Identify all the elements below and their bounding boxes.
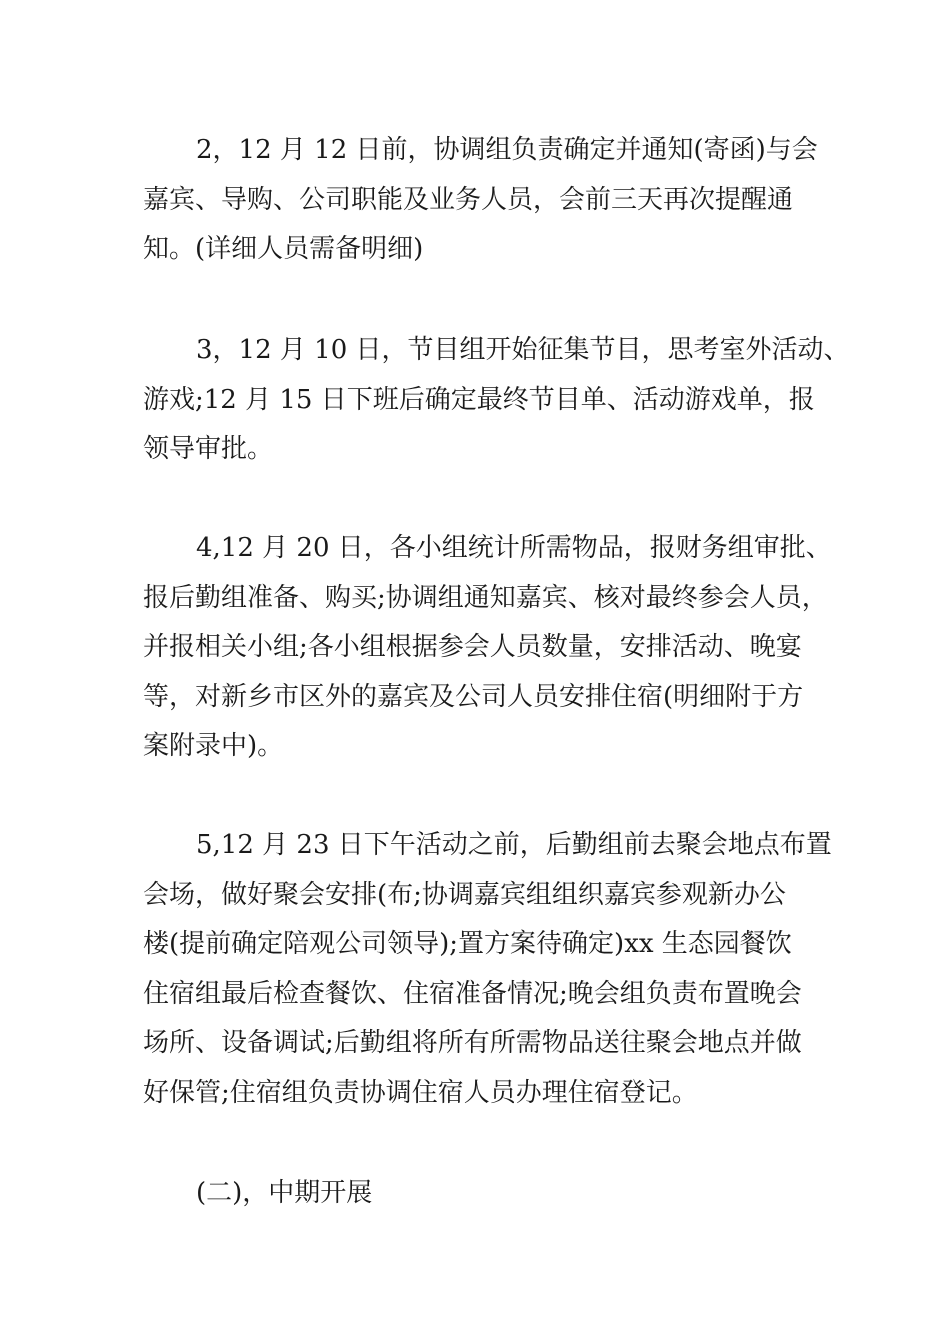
text-line: 游戏;12 月 15 日下班后确定最终节目单、活动游戏单，报 — [143, 384, 815, 415]
paragraph-item-3 — [143, 326, 850, 475]
paragraph-item-4 — [143, 524, 832, 772]
text-line: 3，12 月 10 日，节目组开始征集节目，思考室外活动、 — [196, 335, 850, 365]
text-line: 楼(提前确定陪观公司领导);置方案待确定)xx 生态园餐饮 — [143, 929, 792, 959]
text-line: 等，对新乡市区外的嘉宾及公司人员安排住宿(明细附于方 — [143, 681, 804, 712]
paragraph-item-5 — [143, 821, 832, 1118]
text-line: 并报相关小组;各小组根据参会人员数量，安排活动、晚宴 — [143, 632, 802, 662]
text-line: 住宿组最后检查餐饮、住宿准备情况;晚会组负责布置晚会 — [143, 978, 802, 1009]
text-line: 知。(详细人员需备明细) — [143, 234, 424, 264]
heading-line: (二)，中期开展 — [196, 1178, 373, 1208]
text-line: 嘉宾、导购、公司职能及业务人员，会前三天再次提醒通 — [143, 184, 794, 215]
text-line: 会场，做好聚会安排(布;协调嘉宾组组织嘉宾参观新办公 — [143, 879, 786, 910]
text-line: 好保管;住宿组负责协调住宿人员办理住宿登记。 — [143, 1077, 698, 1108]
section-heading-midterm — [143, 1169, 815, 1219]
text-line: 4,12 月 20 日，各小组统计所需物品，报财务组审批、 — [196, 533, 832, 563]
text-line: 场所、设备调试;后勤组将所有所需物品送往聚会地点并做 — [143, 1028, 802, 1058]
paragraph-item-2 — [143, 126, 818, 275]
text-line: 2，12 月 12 日前，协调组负责确定并通知(寄函)与会 — [196, 135, 818, 165]
text-line: 报后勤组准备、购买;协调组通知嘉宾、核对最终参会人员， — [143, 582, 828, 613]
text-line: 案附录中)。 — [143, 731, 284, 761]
text-line: 领导审批。 — [143, 434, 274, 464]
text-line: 5,12 月 23 日下午活动之前，后勤组前去聚会地点布置 — [196, 830, 832, 860]
